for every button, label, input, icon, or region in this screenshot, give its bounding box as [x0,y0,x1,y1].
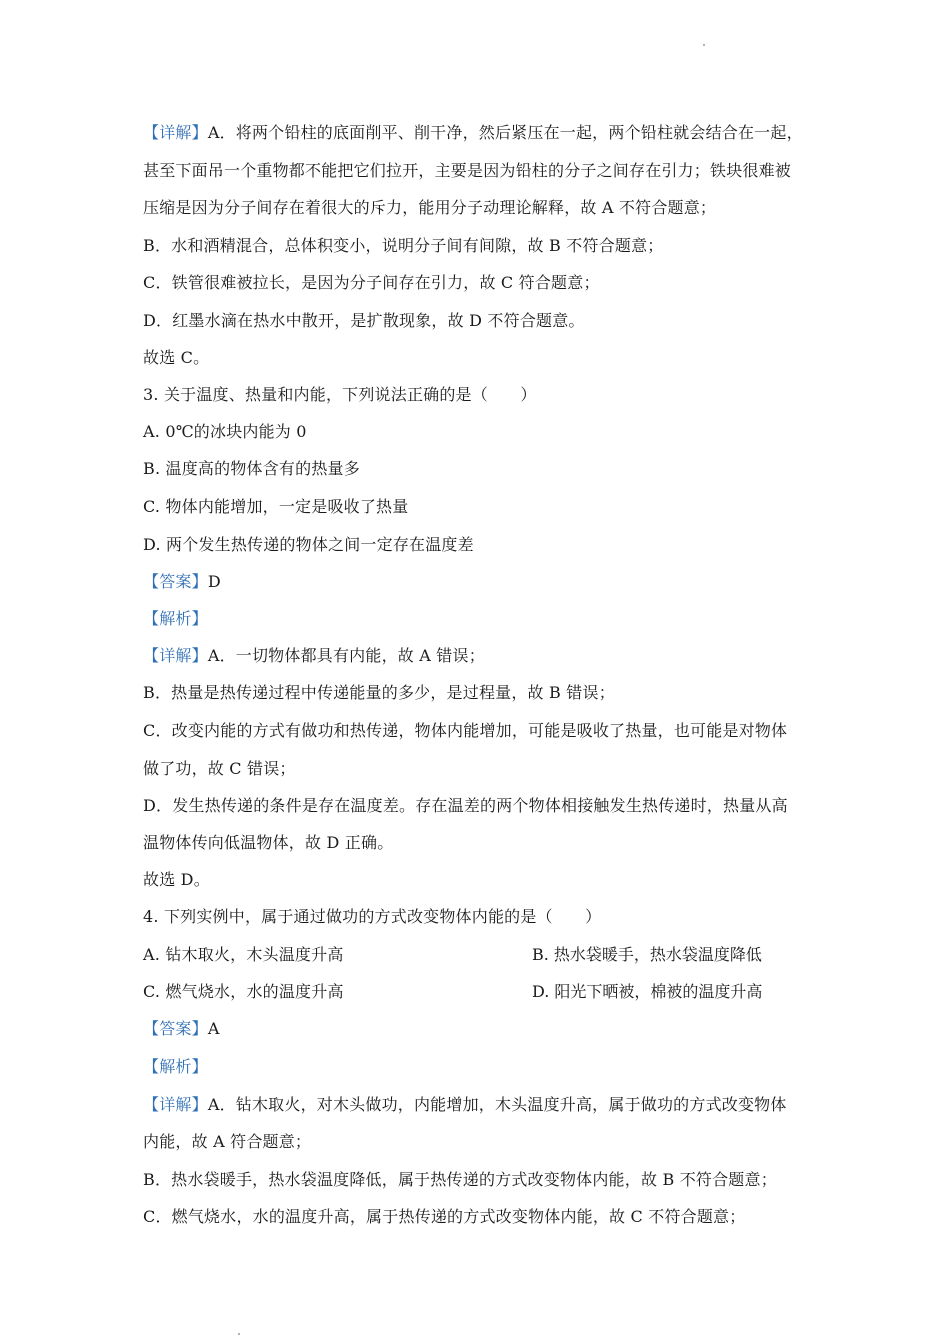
line-text: A [207,1019,220,1038]
line-text: B．热水袋暖手，热水袋温度降低，属于热传递的方式改变物体内能，故 B 不符合题意； [143,1170,777,1189]
q4-option-right: B. 热水袋暖手，热水袋温度降低 [532,945,762,964]
text-line-l16 [143,683,615,703]
section-label: 【详解】 [143,646,208,665]
line-text: 故选 C。 [143,348,210,367]
line-text: C. 物体内能增加，一定是吸收了热量 [143,497,409,516]
line-text: D．发生热传递的条件是存在温度差。存在温差的两个物体相接触发生热传递时，热量从高 [143,796,788,815]
line-text: D. 两个发生热传递的物体之间一定存在温度差 [143,535,474,554]
text-line-l1 [143,123,803,143]
text-line-l4 [143,236,664,256]
text-line-l7 [143,348,209,368]
q4-option-left: C. 燃气烧水，水的温度升高 [143,982,344,1001]
line-text: 4. 下列实例中，属于通过做功的方式改变物体内能的是（ ） [143,907,602,926]
text-line-l9 [143,422,307,442]
text-line-l14 [143,609,208,629]
text-line-l8 [143,385,537,405]
text-line-l30 [143,1207,745,1227]
q4-option-left: A. 钻木取火，木头温度升高 [143,945,344,964]
line-text: 甚至下面吊一个重物都不能把它们拉开，主要是因为铅柱的分子之间存在引力；铁块很难被 [143,161,792,180]
text-line-l25 [143,1019,220,1039]
text-line-l13 [143,572,221,592]
line-text: A．一切物体都具有内能，故 A 错误； [207,646,485,665]
text-line-l17 [143,721,787,741]
section-label: 【解析】 [143,1057,208,1076]
text-line-l26 [143,1057,208,1077]
line-text: A．将两个铅柱的底面削平、削干净，然后紧压在一起，两个铅柱就会结合在一起， [207,123,803,142]
line-text: B. 温度高的物体含有的热量多 [143,459,360,478]
header-mark [703,44,705,46]
text-line-l20 [143,833,393,853]
q4-option-right: D. 阳光下晒被，棉被的温度升高 [532,982,763,1001]
line-text: C．铁管很难被拉长，是因为分子间存在引力，故 C 符合题意； [143,273,600,292]
text-line-l15 [143,646,485,666]
text-line-l3 [143,198,716,218]
section-label: 【答案】 [143,1019,208,1038]
text-line-l21 [143,870,210,890]
line-text: 压缩是因为分子间存在着很大的斥力，能用分子动理论解释，故 A 不符合题意； [143,198,717,217]
section-label: 【详解】 [143,1095,208,1114]
text-line-l29 [143,1170,777,1190]
footer-mark [238,1333,240,1335]
line-text: B．热量是热传递过程中传递能量的多少，是过程量，故 B 错误； [143,683,615,702]
text-line-l22 [143,907,601,927]
line-text: B．水和酒精混合，总体积变小，说明分子间有间隙，故 B 不符合题意； [143,236,664,255]
text-line-l27 [143,1095,787,1115]
text-line-l2 [143,161,791,181]
text-line-l12 [143,535,474,555]
line-text: 做了功，故 C 错误； [143,759,296,778]
text-line-l18 [143,759,296,779]
line-text: C．改变内能的方式有做功和热传递，物体内能增加，可能是吸收了热量，也可能是对物体 [143,721,788,740]
line-text: 故选 D。 [143,870,210,889]
line-text: 3. 关于温度、热量和内能，下列说法正确的是（ ） [143,385,537,404]
line-text: D．红墨水滴在热水中散开，是扩散现象，故 D 不符合题意。 [143,311,585,330]
line-text: A. 0℃的冰块内能为 0 [143,422,307,441]
text-line-l10 [143,459,360,479]
text-line-l19 [143,796,788,816]
line-text: C．燃气烧水，水的温度升高，属于热传递的方式改变物体内能，故 C 不符合题意； [143,1207,746,1226]
text-line-l28 [143,1132,311,1152]
section-label: 【答案】 [143,572,208,591]
line-text: D [207,572,221,591]
line-text: 温物体传向低温物体，故 D 正确。 [143,833,394,852]
text-line-l11 [143,497,408,517]
section-label: 【详解】 [143,123,208,142]
section-label: 【解析】 [143,609,208,628]
text-line-l6 [143,311,585,331]
text-line-l5 [143,273,600,293]
line-text: A．钻木取火，对木头做功，内能增加，木头温度升高，属于做功的方式改变物体 [207,1095,787,1114]
line-text: 内能，故 A 符合题意； [143,1132,312,1151]
